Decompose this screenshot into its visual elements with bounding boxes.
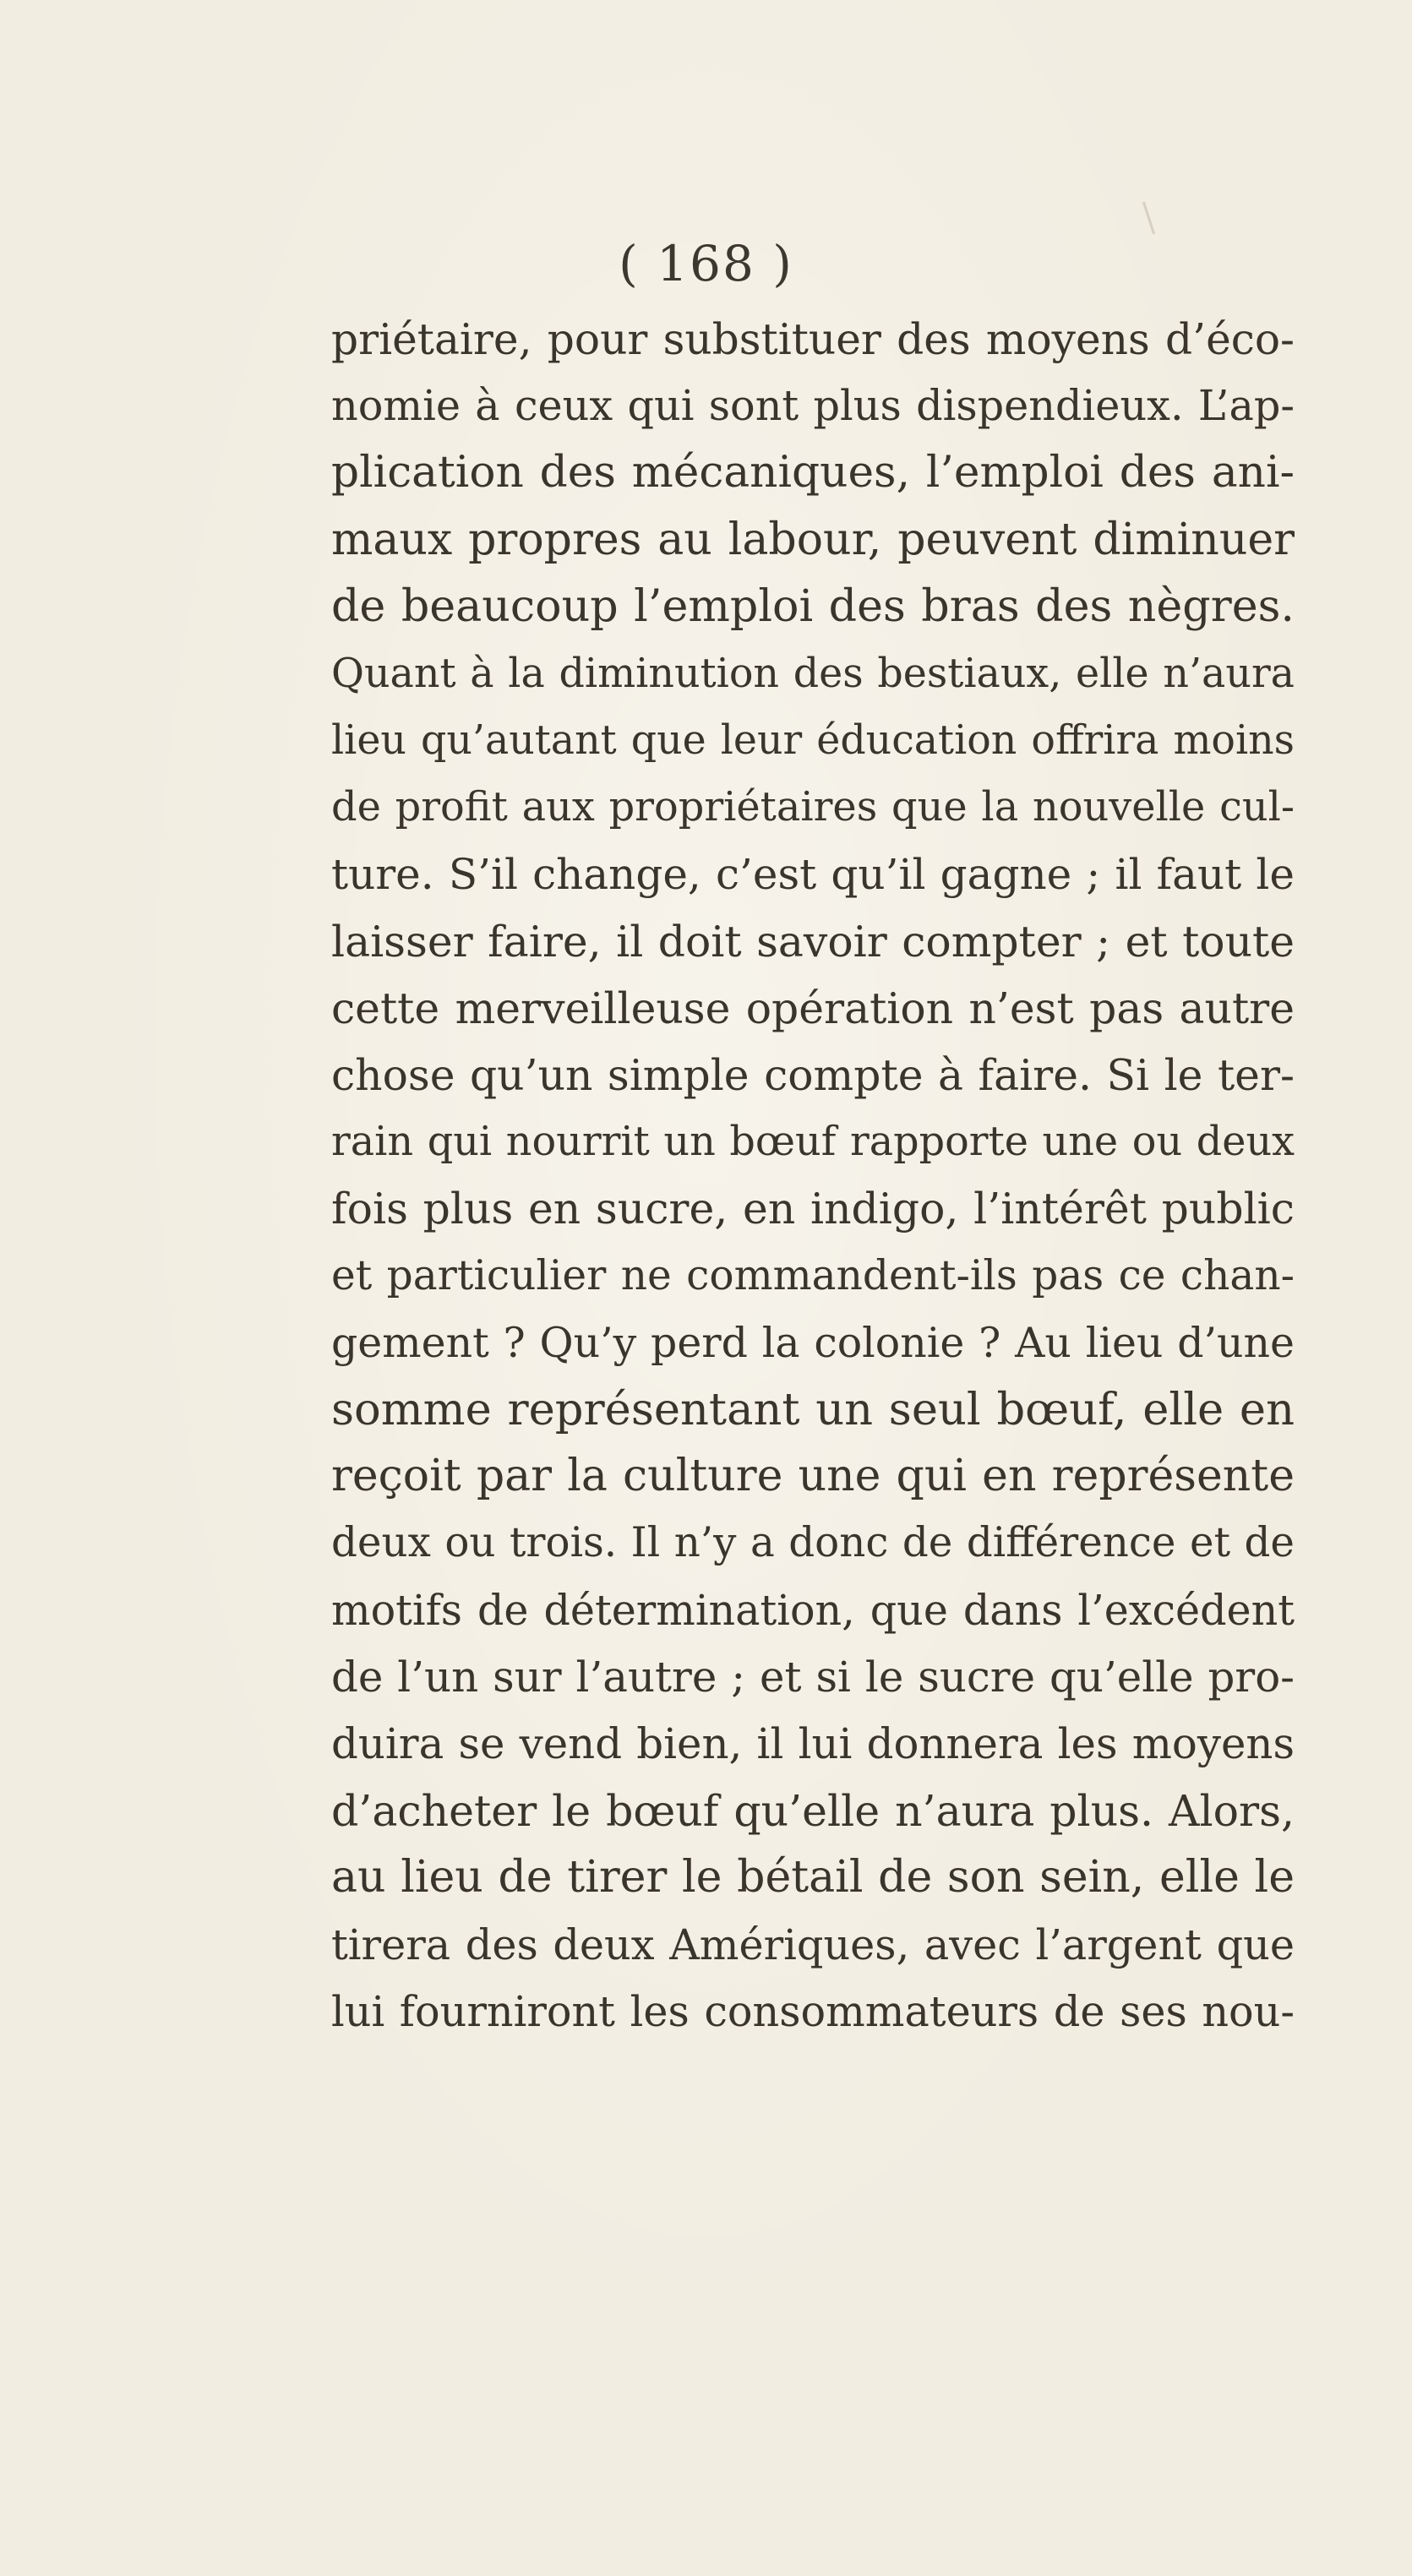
text-line: deux ou trois. Il n’y a donc de différence et de: [331, 1519, 1295, 1567]
text-line: nomie à ceux qui sont plus dispendieux. L’ap-: [331, 381, 1295, 431]
paper-speck: [1142, 202, 1155, 235]
text-line: au lieu de tirer le bétail de son sein, elle le: [331, 1852, 1295, 1903]
text-line: maux propres au labour, peuvent diminuer: [331, 514, 1295, 565]
text-line: laisser faire, il doit savoir compter ; et toute: [331, 916, 1295, 967]
text-line: somme représentant un seul bœuf, elle en: [331, 1384, 1295, 1435]
text-line: cette merveilleuse opération n’est pas autre: [331, 983, 1295, 1033]
text-line: fois plus en sucre, en indigo, l’intérêt public: [331, 1184, 1295, 1234]
text-line: motifs de détermination, que dans l’excédent: [331, 1585, 1295, 1635]
text-line: plication des mécaniques, l’emploi des ani-: [331, 447, 1295, 498]
text-line: Quant à la diminution des bestiaux, elle n’aura: [331, 650, 1295, 697]
page-number: ( 168 ): [619, 235, 793, 292]
text-line: lieu qu’autant que leur éducation offrira moins: [331, 717, 1295, 765]
text-line: tirera des deux Amériques, avec l’argent que: [331, 1920, 1295, 1969]
text-line: reçoit par la culture une qui en représente: [331, 1451, 1295, 1502]
text-line: et particulier ne commandent-ils pas ce chan-: [331, 1251, 1295, 1299]
body-text: [331, 306, 1295, 2045]
text-line: de beaucoup l’emploi des bras des nègres.: [331, 580, 1295, 632]
text-line: chose qu’un simple compte à faire. Si le ter-: [331, 1050, 1295, 1101]
text-line: de l’un sur l’autre ; et si le sucre qu’elle pro-: [331, 1652, 1295, 1702]
text-line: rain qui nourrit un bœuf rapporte une ou deux: [331, 1119, 1295, 1166]
text-line: priétaire, pour substituer des moyens d’éco-: [331, 314, 1295, 364]
text-line: ture. S’il change, c’est qu’il gagne ; il faut le: [331, 849, 1295, 899]
text-line: de profit aux propriétaires que la nouvelle cul-: [331, 784, 1295, 831]
text-line: d’acheter le bœuf qu’elle n’aura plus. Alors,: [331, 1786, 1295, 1837]
text-line: gement ? Qu’y perd la colonie ? Au lieu d’une: [331, 1318, 1295, 1367]
text-line: duira se vend bien, il lui donnera les moyens: [331, 1718, 1295, 1768]
text-line: lui fourniront les consommateurs de ses nou-: [331, 1986, 1295, 2036]
